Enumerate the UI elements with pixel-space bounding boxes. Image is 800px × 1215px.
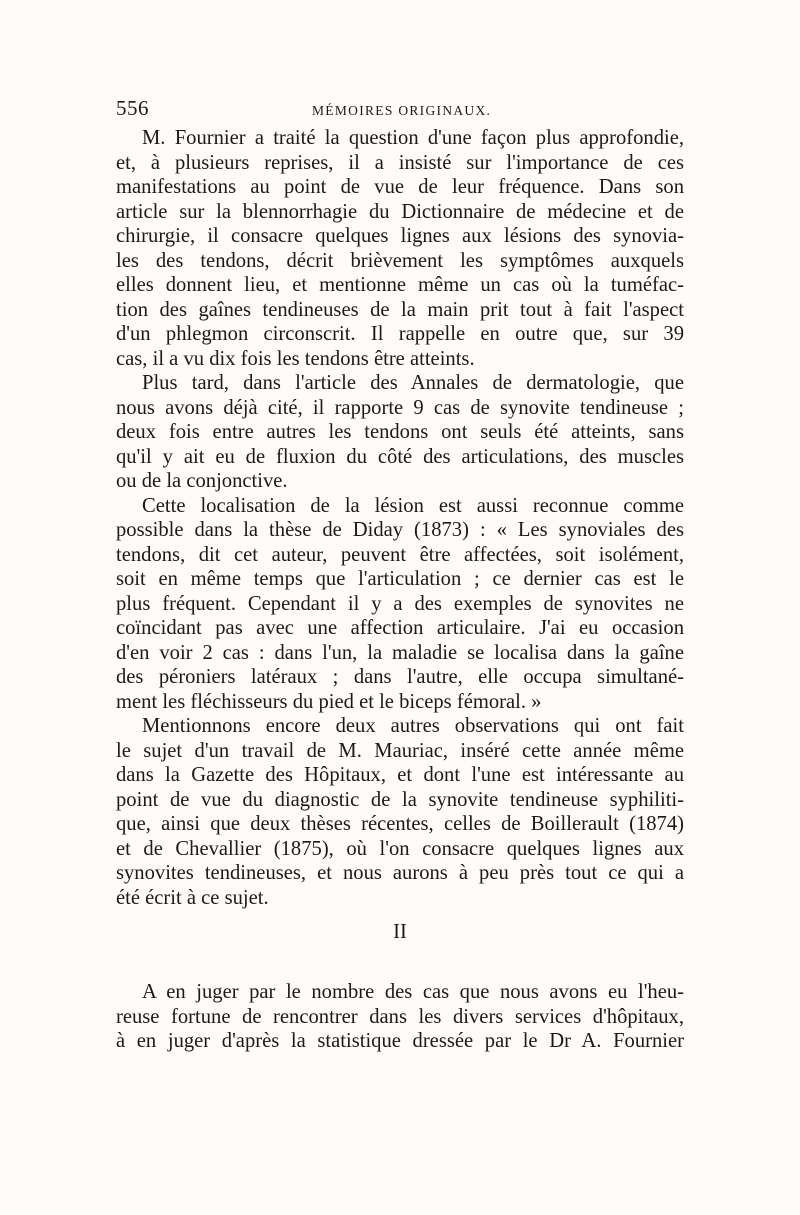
text-line: Plus tard, dans l'article des Annales de dermatologie, que — [142, 372, 684, 394]
paragraph-fournier — [116, 126, 684, 371]
text-line: été écrit à ce sujet. — [116, 886, 269, 909]
document-page — [116, 96, 684, 1054]
text-line: à en juger d'après la statistique dressée par le Dr A. Fournier — [116, 1030, 684, 1052]
text-line: ment les fléchisseurs du pied et le biceps fémoral. » — [116, 690, 542, 713]
paragraph-section-two — [116, 980, 684, 1054]
text-line: possible dans la thèse de Diday (1873) : « Les synoviales des — [116, 519, 684, 541]
text-line: article sur la blennorrhagie du Dictionnaire de médecine et de — [116, 200, 684, 223]
text-line: plus fréquent. Cependant il y a des exemples de synovites ne — [116, 592, 684, 615]
page-number: 556 — [116, 96, 149, 120]
paragraph-mauriac — [116, 714, 684, 910]
text-line: coïncidant pas avec une affection articulaire. J'ai eu occasion — [116, 617, 684, 639]
page-header — [116, 96, 684, 126]
text-line: et, à plusieurs reprises, il a insisté sur l'importance de ces — [116, 151, 684, 174]
text-line: d'un phlegmon circonscrit. Il rappelle en outre que, sur 39 — [116, 323, 684, 345]
text-line: elles donnent lieu, et mentionne même un cas où la tuméfac- — [116, 274, 684, 296]
text-line: tion des gaînes tendineuses de la main prit tout à fait l'aspect — [116, 298, 684, 321]
text-line: dans la Gazette des Hôpitaux, et dont l'une est intéressante au — [116, 764, 684, 786]
paragraph-annales — [116, 371, 684, 494]
running-title: MÉMOIRES ORIGINAUX. — [312, 103, 492, 118]
text-line: A en juger par le nombre des cas que nous avons eu l'heu- — [142, 981, 684, 1003]
text-line: cas, il a vu dix fois les tendons être atteints. — [116, 347, 475, 370]
text-line: synovites tendineuses, et nous aurons à peu près tout ce qui a — [116, 862, 684, 884]
text-line: que, ainsi que deux thèses récentes, celles de Boillerault (1874) — [116, 813, 684, 835]
text-line: et de Chevallier (1875), où l'on consacre quelques lignes aux — [116, 837, 684, 860]
section-heading: II — [393, 921, 407, 943]
text-line: ou de la conjonctive. — [116, 470, 288, 492]
text-line: qu'il y ait eu de fluxion du côté des articulations, des muscles — [116, 445, 684, 468]
text-line: soit en même temps que l'articulation ; ce dernier cas est le — [116, 568, 684, 590]
text-line: les des tendons, décrit brièvement les symptômes auxquels — [116, 249, 684, 272]
text-line: tendons, dit cet auteur, peuvent être affectées, soit isolément, — [116, 543, 684, 566]
text-line: le sujet d'un travail de M. Mauriac, inséré cette année même — [116, 739, 684, 762]
text-line: Mentionnons encore deux autres observations qui ont fait — [142, 715, 684, 737]
text-line: des péroniers latéraux ; dans l'autre, elle occupa simultané- — [116, 666, 684, 688]
text-line: manifestations au point de vue de leur fréquence. Dans son — [116, 176, 684, 198]
text-line: point de vue du diagnostic de la synovite tendineuse syphiliti- — [116, 788, 684, 811]
paragraph-diday — [116, 494, 684, 715]
section-spacer — [116, 962, 684, 980]
text-line: reuse fortune de rencontrer dans les divers services d'hôpitaux, — [116, 1005, 684, 1028]
text-line: M. Fournier a traité la question d'une façon plus approfondie, — [142, 127, 684, 149]
text-line: d'en voir 2 cas : dans l'un, la maladie se localisa dans la gaîne — [116, 641, 684, 664]
text-line: deux fois entre autres les tendons ont seuls été atteints, sans — [116, 421, 684, 443]
text-line: Cette localisation de la lésion est aussi reconnue comme — [142, 494, 684, 517]
text-line: chirurgie, il consacre quelques lignes aux lésions des synovia- — [116, 225, 684, 247]
text-line: nous avons déjà cité, il rapporte 9 cas de synovite tendineuse ; — [116, 396, 684, 419]
